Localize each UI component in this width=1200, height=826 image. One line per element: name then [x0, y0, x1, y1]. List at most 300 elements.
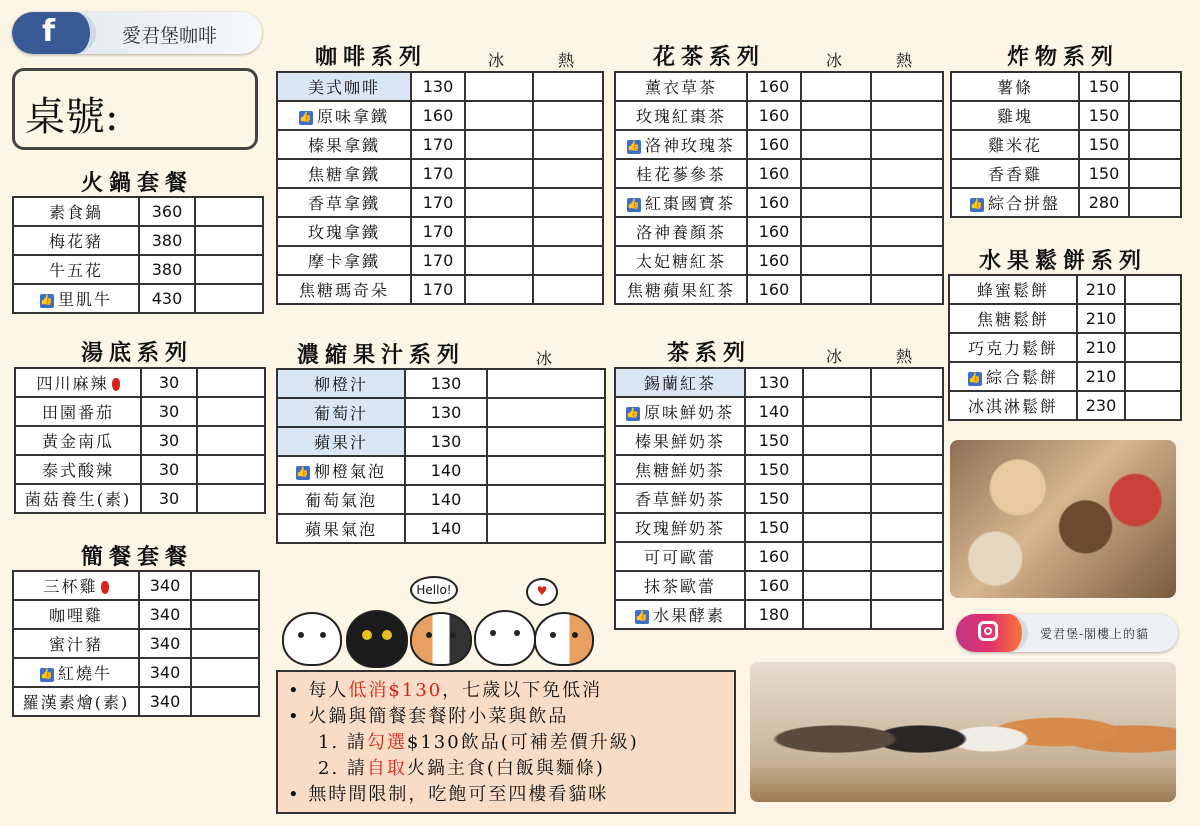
order-cell-hot[interactable]: [871, 72, 943, 101]
cats-illustration: [276, 576, 596, 670]
item-name: 咖哩雞: [13, 600, 139, 629]
item-price: 210: [1077, 362, 1125, 391]
item-price: 170: [411, 159, 465, 188]
table-row: [951, 130, 1181, 159]
table-row: [615, 513, 943, 542]
item-name: 巧克力鬆餅: [949, 333, 1077, 362]
item-price: 30: [141, 484, 197, 513]
order-cell-ice[interactable]: [487, 427, 605, 456]
table-row: [277, 275, 603, 304]
order-cell-ice[interactable]: [195, 284, 263, 313]
table-row: [949, 304, 1181, 333]
order-cell-ice[interactable]: [487, 514, 605, 543]
table-number-box: [12, 68, 258, 150]
table-soup: [14, 367, 266, 514]
item-price: 140: [405, 485, 487, 514]
table-row: [13, 571, 259, 600]
item-name: 玫瑰鮮奶茶: [615, 513, 745, 542]
order-cell-ice[interactable]: [191, 600, 259, 629]
title-hotpot: 火鍋套餐: [80, 170, 193, 196]
title-juice: 濃縮果汁系列: [296, 342, 465, 368]
item-price: 340: [139, 629, 191, 658]
order-cell-ice[interactable]: [487, 398, 605, 427]
item-price: 30: [141, 426, 197, 455]
table-row: [615, 368, 943, 397]
item-name: 泰式酸辣: [15, 455, 141, 484]
table-row: [15, 368, 265, 397]
order-cell-hot[interactable]: [871, 542, 943, 571]
item-price: 160: [747, 159, 801, 188]
item-price: 130: [405, 427, 487, 456]
item-name: 柳橙汁: [277, 369, 405, 398]
item-price: 170: [411, 130, 465, 159]
item-price: 160: [745, 542, 803, 571]
thumbs-up-icon: 👍: [295, 466, 311, 478]
order-cell-hot[interactable]: [871, 397, 943, 426]
order-cell-ice[interactable]: [465, 72, 533, 101]
item-price: 380: [139, 255, 195, 284]
note-line-4: 2. 請自取火鍋主食(白飯與麵條): [318, 758, 605, 779]
order-cell-hot[interactable]: [871, 101, 943, 130]
order-cell-ice[interactable]: [465, 188, 533, 217]
order-cell-hot[interactable]: [871, 426, 943, 455]
item-name: 榛果鮮奶茶: [615, 426, 745, 455]
item-name: 葡萄汁: [277, 398, 405, 427]
table-hotpot: [12, 196, 264, 314]
table-row: [615, 426, 943, 455]
order-cell-ice[interactable]: [191, 629, 259, 658]
item-name: 抹茶歐蕾: [615, 571, 745, 600]
order-cell-ice[interactable]: [803, 484, 871, 513]
item-name: 👍 原味拿鐵: [277, 101, 411, 130]
table-row: [277, 456, 605, 485]
item-name: 田園番茄: [15, 397, 141, 426]
notes-box: [276, 670, 736, 814]
order-cell-ice[interactable]: [1125, 391, 1181, 420]
table-row: [277, 485, 605, 514]
item-name: 蜜汁豬: [13, 629, 139, 658]
order-cell-ice[interactable]: [803, 513, 871, 542]
order-cell-hot[interactable]: [871, 600, 943, 629]
order-cell-ice[interactable]: [801, 217, 871, 246]
item-price: 380: [139, 226, 195, 255]
item-name: 👍 原味鮮奶茶: [615, 397, 745, 426]
table-row: [277, 130, 603, 159]
table-row: [615, 159, 943, 188]
item-price: 130: [405, 369, 487, 398]
item-name: 黃金南瓜: [15, 426, 141, 455]
chili-icon: [112, 378, 120, 391]
order-cell-ice[interactable]: [465, 130, 533, 159]
note-line-5: • 無時間限制，吃飽可至四樓看貓咪: [288, 784, 609, 805]
order-cell-ice[interactable]: [801, 159, 871, 188]
order-cell-ice[interactable]: [1129, 101, 1181, 130]
thumbs-up-icon: 👍: [626, 140, 642, 152]
item-price: 180: [745, 600, 803, 629]
item-price: 160: [411, 101, 465, 130]
item-name: 菌菇養生(素): [15, 484, 141, 513]
item-name: 蘋果汁: [277, 427, 405, 456]
order-cell-ice[interactable]: [487, 456, 605, 485]
item-price: 30: [141, 368, 197, 397]
instagram-name: 愛君堡-閣樓上的貓: [1040, 627, 1150, 641]
order-cell-ice[interactable]: [465, 101, 533, 130]
item-price: 150: [1079, 101, 1129, 130]
thumbs-up-icon: 👍: [969, 198, 985, 210]
title-waffle: 水果鬆餅系列: [978, 248, 1147, 274]
order-cell-hot[interactable]: [871, 246, 943, 275]
order-cell-ice[interactable]: [487, 485, 605, 514]
order-cell-ice[interactable]: [803, 397, 871, 426]
order-cell-hot[interactable]: [871, 130, 943, 159]
item-price: 160: [745, 571, 803, 600]
facebook-icon: f: [12, 12, 96, 54]
table-row: [15, 397, 265, 426]
order-cell-hot[interactable]: [871, 484, 943, 513]
table-row: [277, 369, 605, 398]
thumbs-up-icon: 👍: [39, 668, 55, 680]
item-name: 四川麻辣: [15, 368, 141, 397]
table-row: [951, 72, 1181, 101]
item-price: 360: [139, 197, 195, 226]
item-price: 130: [411, 72, 465, 101]
order-cell-hot[interactable]: [871, 368, 943, 397]
table-row: [15, 426, 265, 455]
item-name: 太妃糖紅茶: [615, 246, 747, 275]
item-name: 香香雞: [951, 159, 1079, 188]
item-price: 140: [405, 514, 487, 543]
order-cell-hot[interactable]: [533, 217, 603, 246]
table-tea: [614, 367, 944, 630]
item-price: 340: [139, 571, 191, 600]
item-name: 焦糖鮮奶茶: [615, 455, 745, 484]
order-cell-ice[interactable]: [1129, 72, 1181, 101]
order-cell-ice[interactable]: [465, 246, 533, 275]
item-name: 可可歐蕾: [615, 542, 745, 571]
item-price: 150: [1079, 72, 1129, 101]
table-row: [277, 188, 603, 217]
facebook-badge[interactable]: [12, 12, 262, 54]
item-name: 👍 紅燒牛: [13, 658, 139, 687]
shop-name: 愛君堡咖啡: [122, 25, 218, 47]
order-cell-ice[interactable]: [801, 275, 871, 304]
tea-hot-header: 熱: [896, 347, 913, 366]
order-cell-ice[interactable]: [191, 571, 259, 600]
item-name: 洛神養顏茶: [615, 217, 747, 246]
thumbs-up-icon: 👍: [39, 294, 55, 306]
table-juice: [276, 368, 606, 544]
order-cell-ice[interactable]: [801, 188, 871, 217]
item-name: 素食鍋: [13, 197, 139, 226]
table-row: [615, 542, 943, 571]
flower-hot-header: 熱: [896, 51, 913, 70]
table-row: [949, 333, 1181, 362]
item-price: 340: [139, 687, 191, 716]
item-price: 210: [1077, 275, 1125, 304]
coffee-hot-header: 熱: [558, 51, 575, 70]
table-row: [615, 101, 943, 130]
juice-ice-header: 冰: [536, 349, 553, 368]
item-price: 160: [747, 246, 801, 275]
black-cat: [346, 610, 408, 668]
item-price: 170: [411, 275, 465, 304]
order-cell-hot[interactable]: [871, 217, 943, 246]
item-price: 160: [747, 217, 801, 246]
order-cell-ice[interactable]: [801, 72, 871, 101]
item-price: 170: [411, 246, 465, 275]
order-cell-hot[interactable]: [533, 159, 603, 188]
table-row: [13, 255, 263, 284]
tea-ice-header: 冰: [826, 347, 843, 366]
item-name: 榛果拿鐵: [277, 130, 411, 159]
order-cell-ice[interactable]: [803, 368, 871, 397]
title-coffee: 咖啡系列: [314, 44, 427, 70]
order-cell-hot[interactable]: [533, 188, 603, 217]
item-price: 160: [747, 72, 801, 101]
calico-cat: [410, 612, 472, 666]
table-row: [951, 159, 1181, 188]
item-price: 140: [745, 397, 803, 426]
chili-icon: [101, 581, 109, 594]
table-row: [277, 246, 603, 275]
item-name: 牛五花: [13, 255, 139, 284]
order-cell-ice[interactable]: [801, 246, 871, 275]
item-price: 160: [747, 101, 801, 130]
item-name: 👍 柳橙氣泡: [277, 456, 405, 485]
table-row: [277, 398, 605, 427]
item-name: 👍 綜合拼盤: [951, 188, 1079, 217]
order-cell-ice[interactable]: [195, 255, 263, 284]
item-price: 430: [139, 284, 195, 313]
item-name: 👍 水果酵素: [615, 600, 745, 629]
thumbs-up-icon: 👍: [625, 407, 641, 419]
table-row: [615, 600, 943, 629]
cats-photo: [750, 662, 1176, 802]
instagram-badge[interactable]: [956, 614, 1178, 652]
table-row: [13, 687, 259, 716]
item-name: 👍 紅棗國寶茶: [615, 188, 747, 217]
order-cell-hot[interactable]: [533, 275, 603, 304]
table-row: [13, 658, 259, 687]
order-cell-ice[interactable]: [197, 426, 265, 455]
thumbs-up-icon: 👍: [626, 198, 642, 210]
item-price: 150: [1079, 159, 1129, 188]
order-cell-hot[interactable]: [533, 246, 603, 275]
white-cat: [282, 612, 342, 666]
table-row: [13, 284, 263, 313]
order-cell-hot[interactable]: [533, 130, 603, 159]
order-cell-hot[interactable]: [533, 72, 603, 101]
flower-ice-header: 冰: [826, 51, 843, 70]
order-cell-ice[interactable]: [1129, 188, 1181, 217]
item-name: 錫蘭紅茶: [615, 368, 745, 397]
order-cell-ice[interactable]: [465, 159, 533, 188]
item-price: 340: [139, 658, 191, 687]
item-price: 210: [1077, 304, 1125, 333]
table-row: [949, 362, 1181, 391]
title-fried: 炸物系列: [1006, 44, 1119, 70]
order-cell-ice[interactable]: [803, 542, 871, 571]
note-line-3: 1. 請勾選$130飲品(可補差價升級): [318, 732, 639, 753]
table-row: [615, 188, 943, 217]
item-price: 150: [745, 513, 803, 542]
table-row: [615, 455, 943, 484]
table-row: [15, 484, 265, 513]
table-row: [13, 600, 259, 629]
order-cell-hot[interactable]: [871, 275, 943, 304]
order-cell-ice[interactable]: [197, 397, 265, 426]
order-cell-ice[interactable]: [803, 600, 871, 629]
item-price: 150: [745, 426, 803, 455]
table-row: [615, 130, 943, 159]
item-name: 桂花蔘參茶: [615, 159, 747, 188]
table-meal: [12, 570, 260, 717]
table-waffle: [948, 274, 1182, 421]
table-row: [277, 159, 603, 188]
thumbs-up-icon: 👍: [967, 372, 983, 384]
table-row: [951, 188, 1181, 217]
table-fried: [950, 71, 1182, 218]
order-cell-ice[interactable]: [803, 455, 871, 484]
orange-cat: [534, 612, 594, 666]
table-row: [949, 391, 1181, 420]
item-name: 羅漢素燴(素): [13, 687, 139, 716]
order-cell-ice[interactable]: [191, 687, 259, 716]
table-row: [615, 275, 943, 304]
item-price: 30: [141, 455, 197, 484]
order-cell-hot[interactable]: [533, 101, 603, 130]
item-price: 150: [745, 484, 803, 513]
table-row: [951, 101, 1181, 130]
order-cell-hot[interactable]: [871, 571, 943, 600]
order-cell-ice[interactable]: [195, 197, 263, 226]
instagram-icon: [956, 614, 1028, 652]
order-cell-ice[interactable]: [1125, 304, 1181, 333]
order-cell-ice[interactable]: [1125, 362, 1181, 391]
item-price: 140: [405, 456, 487, 485]
item-name: 焦糖蘋果紅茶: [615, 275, 747, 304]
item-name: 薯條: [951, 72, 1079, 101]
coffee-ice-header: 冰: [488, 51, 505, 70]
hello-bubble: Hello!: [410, 576, 458, 604]
table-row: [15, 455, 265, 484]
table-row: [615, 571, 943, 600]
order-cell-hot[interactable]: [871, 188, 943, 217]
item-name: 三杯雞: [13, 571, 139, 600]
table-row: [615, 246, 943, 275]
note-line-1: • 每人低消$130，七歲以下免低消: [288, 680, 603, 701]
thumbs-up-icon: 👍: [298, 111, 314, 123]
item-price: 160: [747, 275, 801, 304]
table-row: [13, 197, 263, 226]
order-cell-ice[interactable]: [197, 368, 265, 397]
item-name: 焦糖鬆餅: [949, 304, 1077, 333]
item-name: 玫瑰紅棗茶: [615, 101, 747, 130]
item-name: 雞塊: [951, 101, 1079, 130]
item-price: 230: [1077, 391, 1125, 420]
order-cell-ice[interactable]: [487, 369, 605, 398]
item-name: 香草鮮奶茶: [615, 484, 745, 513]
table-row: [277, 217, 603, 246]
table-row: [13, 629, 259, 658]
note-line-2: • 火鍋與簡餐套餐附小菜與飲品: [288, 706, 569, 727]
table-row: [277, 514, 605, 543]
table-row: [615, 397, 943, 426]
item-name: 焦糖拿鐵: [277, 159, 411, 188]
order-cell-ice[interactable]: [465, 275, 533, 304]
item-price: 340: [139, 600, 191, 629]
item-price: 170: [411, 188, 465, 217]
item-price: 130: [405, 398, 487, 427]
order-cell-ice[interactable]: [1129, 159, 1181, 188]
table-row: [615, 72, 943, 101]
white-cat-2: [474, 610, 536, 666]
item-name: 摩卡拿鐵: [277, 246, 411, 275]
table-coffee: [276, 71, 604, 305]
item-name: 焦糖瑪奇朵: [277, 275, 411, 304]
table-flower: [614, 71, 944, 305]
heart-bubble: [526, 578, 558, 606]
order-cell-ice[interactable]: [191, 658, 259, 687]
order-cell-ice[interactable]: [803, 571, 871, 600]
item-name: 梅花豬: [13, 226, 139, 255]
item-name: 冰淇淋鬆餅: [949, 391, 1077, 420]
item-name: 香草拿鐵: [277, 188, 411, 217]
order-cell-hot[interactable]: [871, 513, 943, 542]
table-row: [949, 275, 1181, 304]
item-name: 玫瑰拿鐵: [277, 217, 411, 246]
table-number-label: 桌號:: [25, 94, 119, 140]
order-cell-ice[interactable]: [197, 484, 265, 513]
table-row: [277, 427, 605, 456]
heart-icon: ♥: [536, 584, 548, 598]
table-row: [615, 484, 943, 513]
item-price: 170: [411, 217, 465, 246]
item-price: 160: [747, 130, 801, 159]
order-cell-ice[interactable]: [465, 217, 533, 246]
item-name: 葡萄氣泡: [277, 485, 405, 514]
item-name: 薰衣草茶: [615, 72, 747, 101]
order-cell-ice[interactable]: [1125, 333, 1181, 362]
item-name: 美式咖啡: [277, 72, 411, 101]
table-row: [277, 72, 603, 101]
item-name: 👍 洛神玫瑰茶: [615, 130, 747, 159]
item-price: 30: [141, 397, 197, 426]
item-name: 👍 里肌牛: [13, 284, 139, 313]
order-cell-ice[interactable]: [197, 455, 265, 484]
title-soup: 湯底系列: [80, 340, 193, 366]
item-price: 130: [745, 368, 803, 397]
item-price: 210: [1077, 333, 1125, 362]
title-meal: 簡餐套餐: [80, 544, 193, 570]
order-cell-ice[interactable]: [1129, 130, 1181, 159]
item-name: 蘋果氣泡: [277, 514, 405, 543]
order-cell-hot[interactable]: [871, 455, 943, 484]
title-flower: 花茶系列: [652, 44, 765, 70]
item-name: 蜂蜜鬆餅: [949, 275, 1077, 304]
table-row: [615, 217, 943, 246]
hotpot-photo: [950, 440, 1176, 598]
order-cell-ice[interactable]: [1125, 275, 1181, 304]
item-price: 150: [1079, 130, 1129, 159]
item-name: 👍 綜合鬆餅: [949, 362, 1077, 391]
order-cell-ice[interactable]: [803, 426, 871, 455]
order-cell-hot[interactable]: [871, 159, 943, 188]
order-cell-ice[interactable]: [195, 226, 263, 255]
title-tea: 茶系列: [666, 340, 751, 366]
order-cell-ice[interactable]: [801, 130, 871, 159]
order-cell-ice[interactable]: [801, 101, 871, 130]
